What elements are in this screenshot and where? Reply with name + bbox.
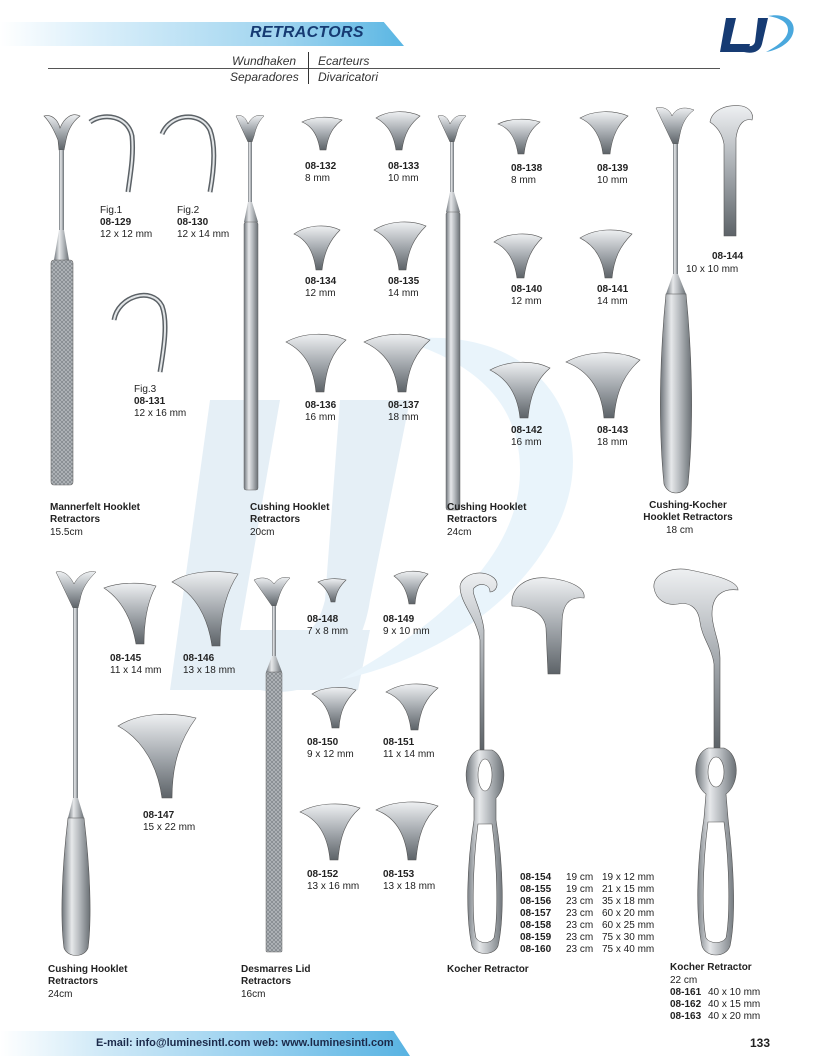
cushing-kocher-title: Cushing-Kocher Hooklet Retractors [643, 500, 733, 523]
label-08-134: 08-134 12 mm [305, 276, 337, 299]
label-08-151: 08-151 11 x 14 mm [383, 737, 435, 760]
desmarres-retractor-image [252, 574, 292, 954]
blade-08-134-image [292, 224, 342, 272]
page-number: 133 [750, 1036, 771, 1050]
spec-row-08-161: 08-161 40 x 10 mm [670, 987, 761, 998]
cushing-20cm-length: 20cm [250, 527, 275, 538]
spec-row-08-155: 08-155 19 cm 21 x 15 mm [520, 884, 655, 895]
label-08-140: 08-140 12 mm [511, 284, 543, 307]
blade-08-145-image [102, 580, 158, 646]
spec-row-08-157: 08-157 23 cm 60 x 20 mm [520, 908, 655, 919]
kocher-blade-detail-image [508, 576, 588, 676]
blade-08-153-image [374, 800, 440, 862]
label-08-138: 08-138 8 mm [511, 163, 543, 186]
label-08-153: 08-153 13 x 18 mm [383, 869, 436, 892]
label-08-146: 08-146 13 x 18 mm [183, 653, 236, 676]
page-title: RETRACTORS [250, 24, 364, 41]
blade-08-148-image [316, 576, 348, 604]
hook-fig3-image [112, 290, 168, 374]
cushing-24cm-b-retractor-image [54, 568, 98, 958]
cushing-20cm-retractor-image [234, 112, 266, 492]
kocher-retractor-image [456, 570, 512, 956]
spec-row-08-156: 08-156 23 cm 35 x 18 mm [520, 896, 655, 907]
spec-row-08-163: 08-163 40 x 20 mm [670, 1011, 761, 1022]
spec-row-08-159: 08-159 23 cm 75 x 30 mm [520, 932, 655, 943]
subtitle-french: Ecarteurs [318, 54, 370, 68]
label-08-142: 08-142 16 mm [511, 425, 543, 448]
blade-08-138-image [496, 116, 542, 156]
desmarres-length: 16cm [241, 989, 266, 1000]
blade-08-139-image [578, 110, 630, 156]
blade-08-141-image [578, 228, 634, 280]
subtitle-italian: Divaricatori [318, 70, 379, 84]
label-08-152: 08-152 13 x 16 mm [307, 869, 360, 892]
hook-fig1-image [88, 112, 136, 194]
label-08-148: 08-148 7 x 8 mm [307, 614, 349, 637]
blade-08-143-image [564, 350, 642, 420]
mannerfelt-fig2-label: Fig.2 08-130 12 x 14 mm [177, 205, 230, 240]
label-08-136: 08-136 16 mm [305, 400, 337, 423]
blade-08-144-image [706, 104, 756, 238]
kocher-retractor-title: Kocher Retractor [447, 964, 529, 975]
size-08-144: 10 x 10 mm [686, 264, 739, 275]
label-08-147: 08-147 15 x 22 mm [143, 810, 196, 833]
cushing-24cm-retractor-image [436, 112, 470, 512]
kocher-retractor-22cm-length: 22 cm [670, 975, 698, 986]
blade-08-146-image [170, 570, 240, 648]
blade-08-137-image [362, 332, 432, 394]
spec-row-08-160: 08-160 23 cm 75 x 40 mm [520, 944, 655, 955]
label-08-137: 08-137 18 mm [388, 400, 420, 423]
blade-08-132-image [300, 114, 344, 152]
cushing-kocher-retractor-image [654, 104, 698, 496]
kocher-spec-table [520, 872, 654, 956]
label-08-133: 08-133 10 mm [388, 161, 420, 184]
desmarres-title: Desmarres Lid Retractors [241, 964, 311, 987]
blade-08-147-image [116, 712, 198, 800]
blade-08-151-image [384, 682, 440, 732]
label-08-132: 08-132 8 mm [305, 161, 337, 184]
blade-08-152-image [298, 802, 362, 862]
label-08-143: 08-143 18 mm [597, 425, 629, 448]
blade-08-136-image [284, 332, 348, 394]
mannerfelt-length: 15.5cm [50, 527, 83, 538]
blade-08-133-image [374, 110, 422, 152]
label-08-139: 08-139 10 mm [597, 163, 629, 186]
blade-08-135-image [372, 220, 428, 272]
cushing-24cm-title: Cushing Hooklet Retractors [447, 502, 527, 525]
subtitle-spanish: Separadores [230, 70, 299, 84]
subtitle-divider [308, 52, 309, 84]
kocher-retractor-22cm-image [648, 568, 744, 960]
blade-08-149-image [392, 570, 430, 606]
blade-08-150-image [310, 686, 358, 730]
hook-fig2-image [160, 112, 216, 194]
spec-row-08-158: 08-158 23 cm 60 x 25 mm [520, 920, 655, 931]
label-08-150: 08-150 9 x 12 mm [307, 737, 354, 760]
spec-row-08-154: 08-154 19 cm 19 x 12 mm [520, 872, 655, 883]
cushing-24cm-b-length: 24cm [48, 989, 73, 1000]
subtitle-german: Wundhaken [232, 54, 297, 68]
cushing-20cm-title: Cushing Hooklet Retractors [250, 502, 330, 525]
label-08-145: 08-145 11 x 14 mm [110, 653, 162, 676]
label-08-141: 08-141 14 mm [597, 284, 629, 307]
kocher-22cm-spec-table [670, 987, 760, 1023]
footer-contact: E-mail: info@luminesintl.com web: www.luminesintl.com [96, 1037, 394, 1049]
label-08-144: 08-144 [712, 251, 744, 262]
cushing-kocher-length: 18 cm [666, 525, 694, 536]
mannerfelt-fig3-label: Fig.3 08-131 12 x 16 mm [134, 384, 187, 419]
cushing-24cm-b-title: Cushing Hooklet Retractors [48, 964, 128, 987]
label-08-149: 08-149 9 x 10 mm [383, 614, 430, 637]
cushing-24cm-length: 24cm [447, 527, 472, 538]
mannerfelt-fig1-label: Fig.1 08-129 12 x 12 mm [100, 205, 153, 240]
blade-08-140-image [492, 232, 544, 280]
brand-logo [718, 10, 798, 58]
kocher-retractor-22cm-title: Kocher Retractor [670, 962, 752, 973]
spec-row-08-162: 08-162 40 x 15 mm [670, 999, 761, 1010]
header-rule [48, 68, 720, 69]
blade-08-142-image [488, 360, 552, 420]
mannerfelt-title: Mannerfelt Hooklet Retractors [50, 502, 141, 525]
label-08-135: 08-135 14 mm [388, 276, 420, 299]
mannerfelt-retractor-image [42, 110, 82, 490]
